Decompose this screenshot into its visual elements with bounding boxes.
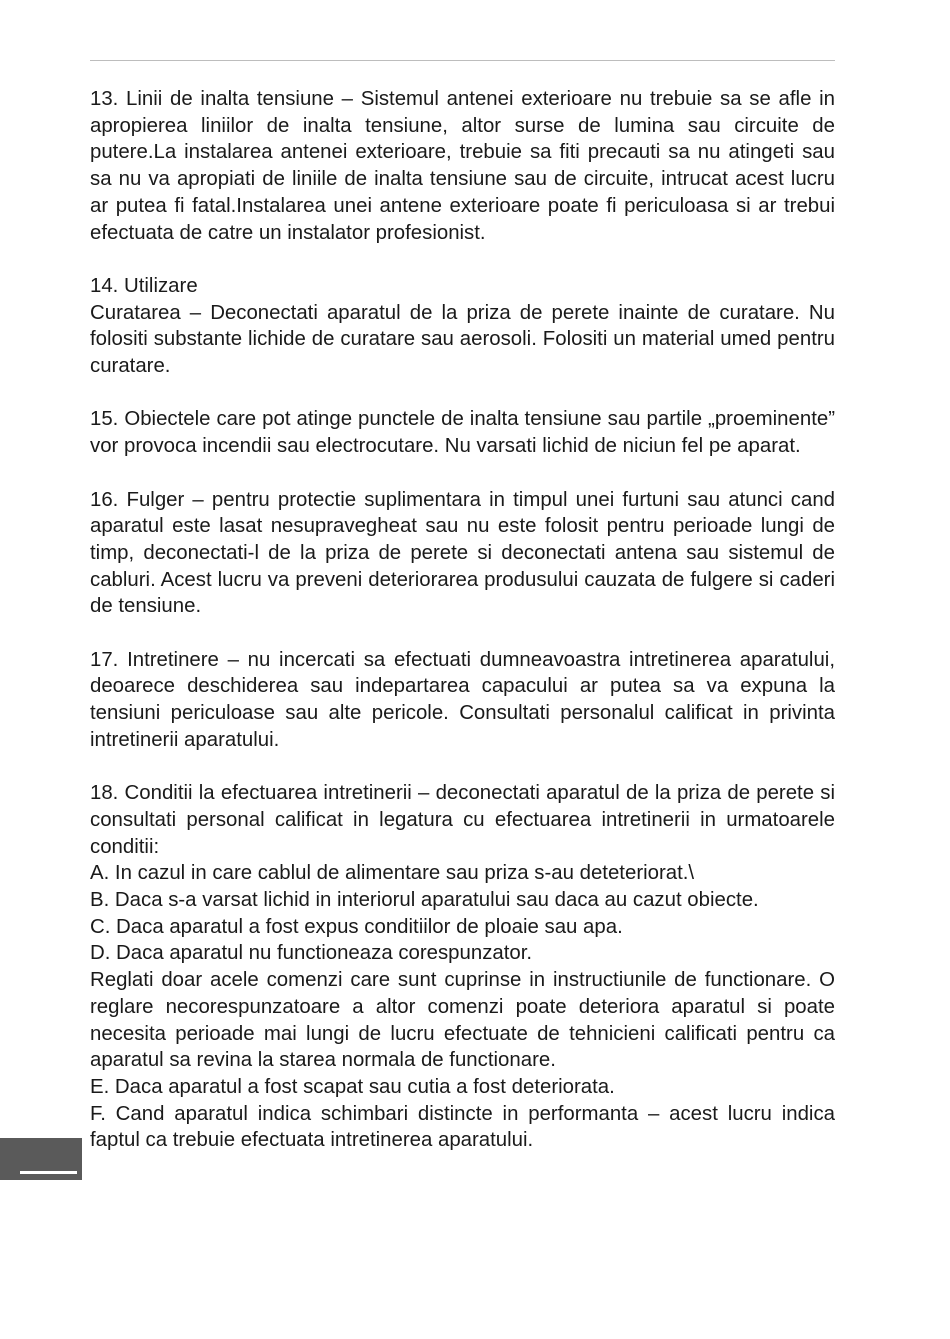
section-18-item-a: A. In cazul in care cablul de alimentare sau priza s-au deteteriorat.\ bbox=[90, 862, 695, 885]
section-14-paragraph: Curatarea – Deconectati aparatul de la priza de perete inainte de curatare. Nu folositi substante lichide de curatare sau aerosoli. Folositi un material umed pentru curatare. bbox=[90, 301, 835, 378]
section-14 bbox=[90, 273, 835, 380]
section-18-item-f: F. Cand aparatul indica schimbari distincte in performanta – acest lucru indica faptul ca trebuie efectuata intretinerea aparatului. bbox=[90, 1102, 835, 1152]
document-body bbox=[90, 86, 835, 1154]
section-14-title: 14. Utilizare bbox=[90, 274, 198, 297]
section-17-paragraph: 17. Intretinere – nu incercati sa efectuati dumneavoastra intretinerea aparatului, deoarece deschiderea sau indepartarea capacului ar putea sa va expuna la tensiuni periculoase sau alte pericole. Consultati personalul calificat in privinta intretinerii aparatului. bbox=[90, 648, 835, 751]
section-18-item-b: B. Daca s-a varsat lichid in interiorul aparatului sau daca au cazut obiecte. bbox=[90, 889, 759, 912]
section-18-item-e: E. Daca aparatul a fost scapat sau cutia a fost deteriorata. bbox=[90, 1075, 615, 1098]
section-18-note: Reglati doar acele comenzi care sunt cuprinse in instructiunile de functionare. O reglare necorespunzatoare a altor comenzi poate deteriora aparatul si poate necesita perioade mai lungi de lucru efectuate de tehnicieni calificati pentru ca aparatul sa revina la starea normala de functionare. bbox=[90, 969, 835, 1072]
section-13-paragraph: 13. Linii de inalta tensiune – Sistemul antenei exterioare nu trebuie sa se afle in apropierea liniilor de inalta tensiune, altor surse de lumina sau circuite de putere.La instalarea antenei exterioare, trebuie sa fiti precauti sa nu atingeti sau sa nu va apropiati de liniile de inalta tensiune sau de circuite, intrucat acest lucru ar putea fi fatal.Instalarea unei antene exterioare poate fi periculoasa si ar trebui efectuata de catre un instalator profesionist. bbox=[90, 88, 835, 244]
section-18 bbox=[90, 780, 835, 1154]
header-rule bbox=[90, 60, 835, 61]
page-tab-line bbox=[20, 1171, 77, 1174]
section-18-item-c: C. Daca aparatul a fost expus conditiilor de ploaie sau apa. bbox=[90, 915, 623, 938]
section-18-item-d: D. Daca aparatul nu functioneaza corespunzator. bbox=[90, 942, 533, 965]
section-16-paragraph: 16. Fulger – pentru protectie suplimentara in timpul unei furtuni sau atunci cand aparatul este lasat nesupravegheat sau nu este folosit pentru perioade lungi de timp, deconectati-l de la priza de perete si deconectati antena sau sistemul de cabluri. Acest lucru va preveni deteriorarea produsului cauzata de fulgere si caderi de tensiune. bbox=[90, 488, 835, 618]
section-18-intro: 18. Conditii la efectuarea intretinerii – deconectati aparatul de la priza de perete si consultati personal calificat in legatura cu efectuarea intretinerii in urmatoarele conditii: bbox=[90, 782, 835, 858]
section-15-paragraph: 15. Obiectele care pot atinge punctele de inalta tensiune sau partile „proeminente” vor provoca incendii sau electrocutare. Nu varsati lichid de niciun fel pe aparat. bbox=[90, 408, 835, 458]
